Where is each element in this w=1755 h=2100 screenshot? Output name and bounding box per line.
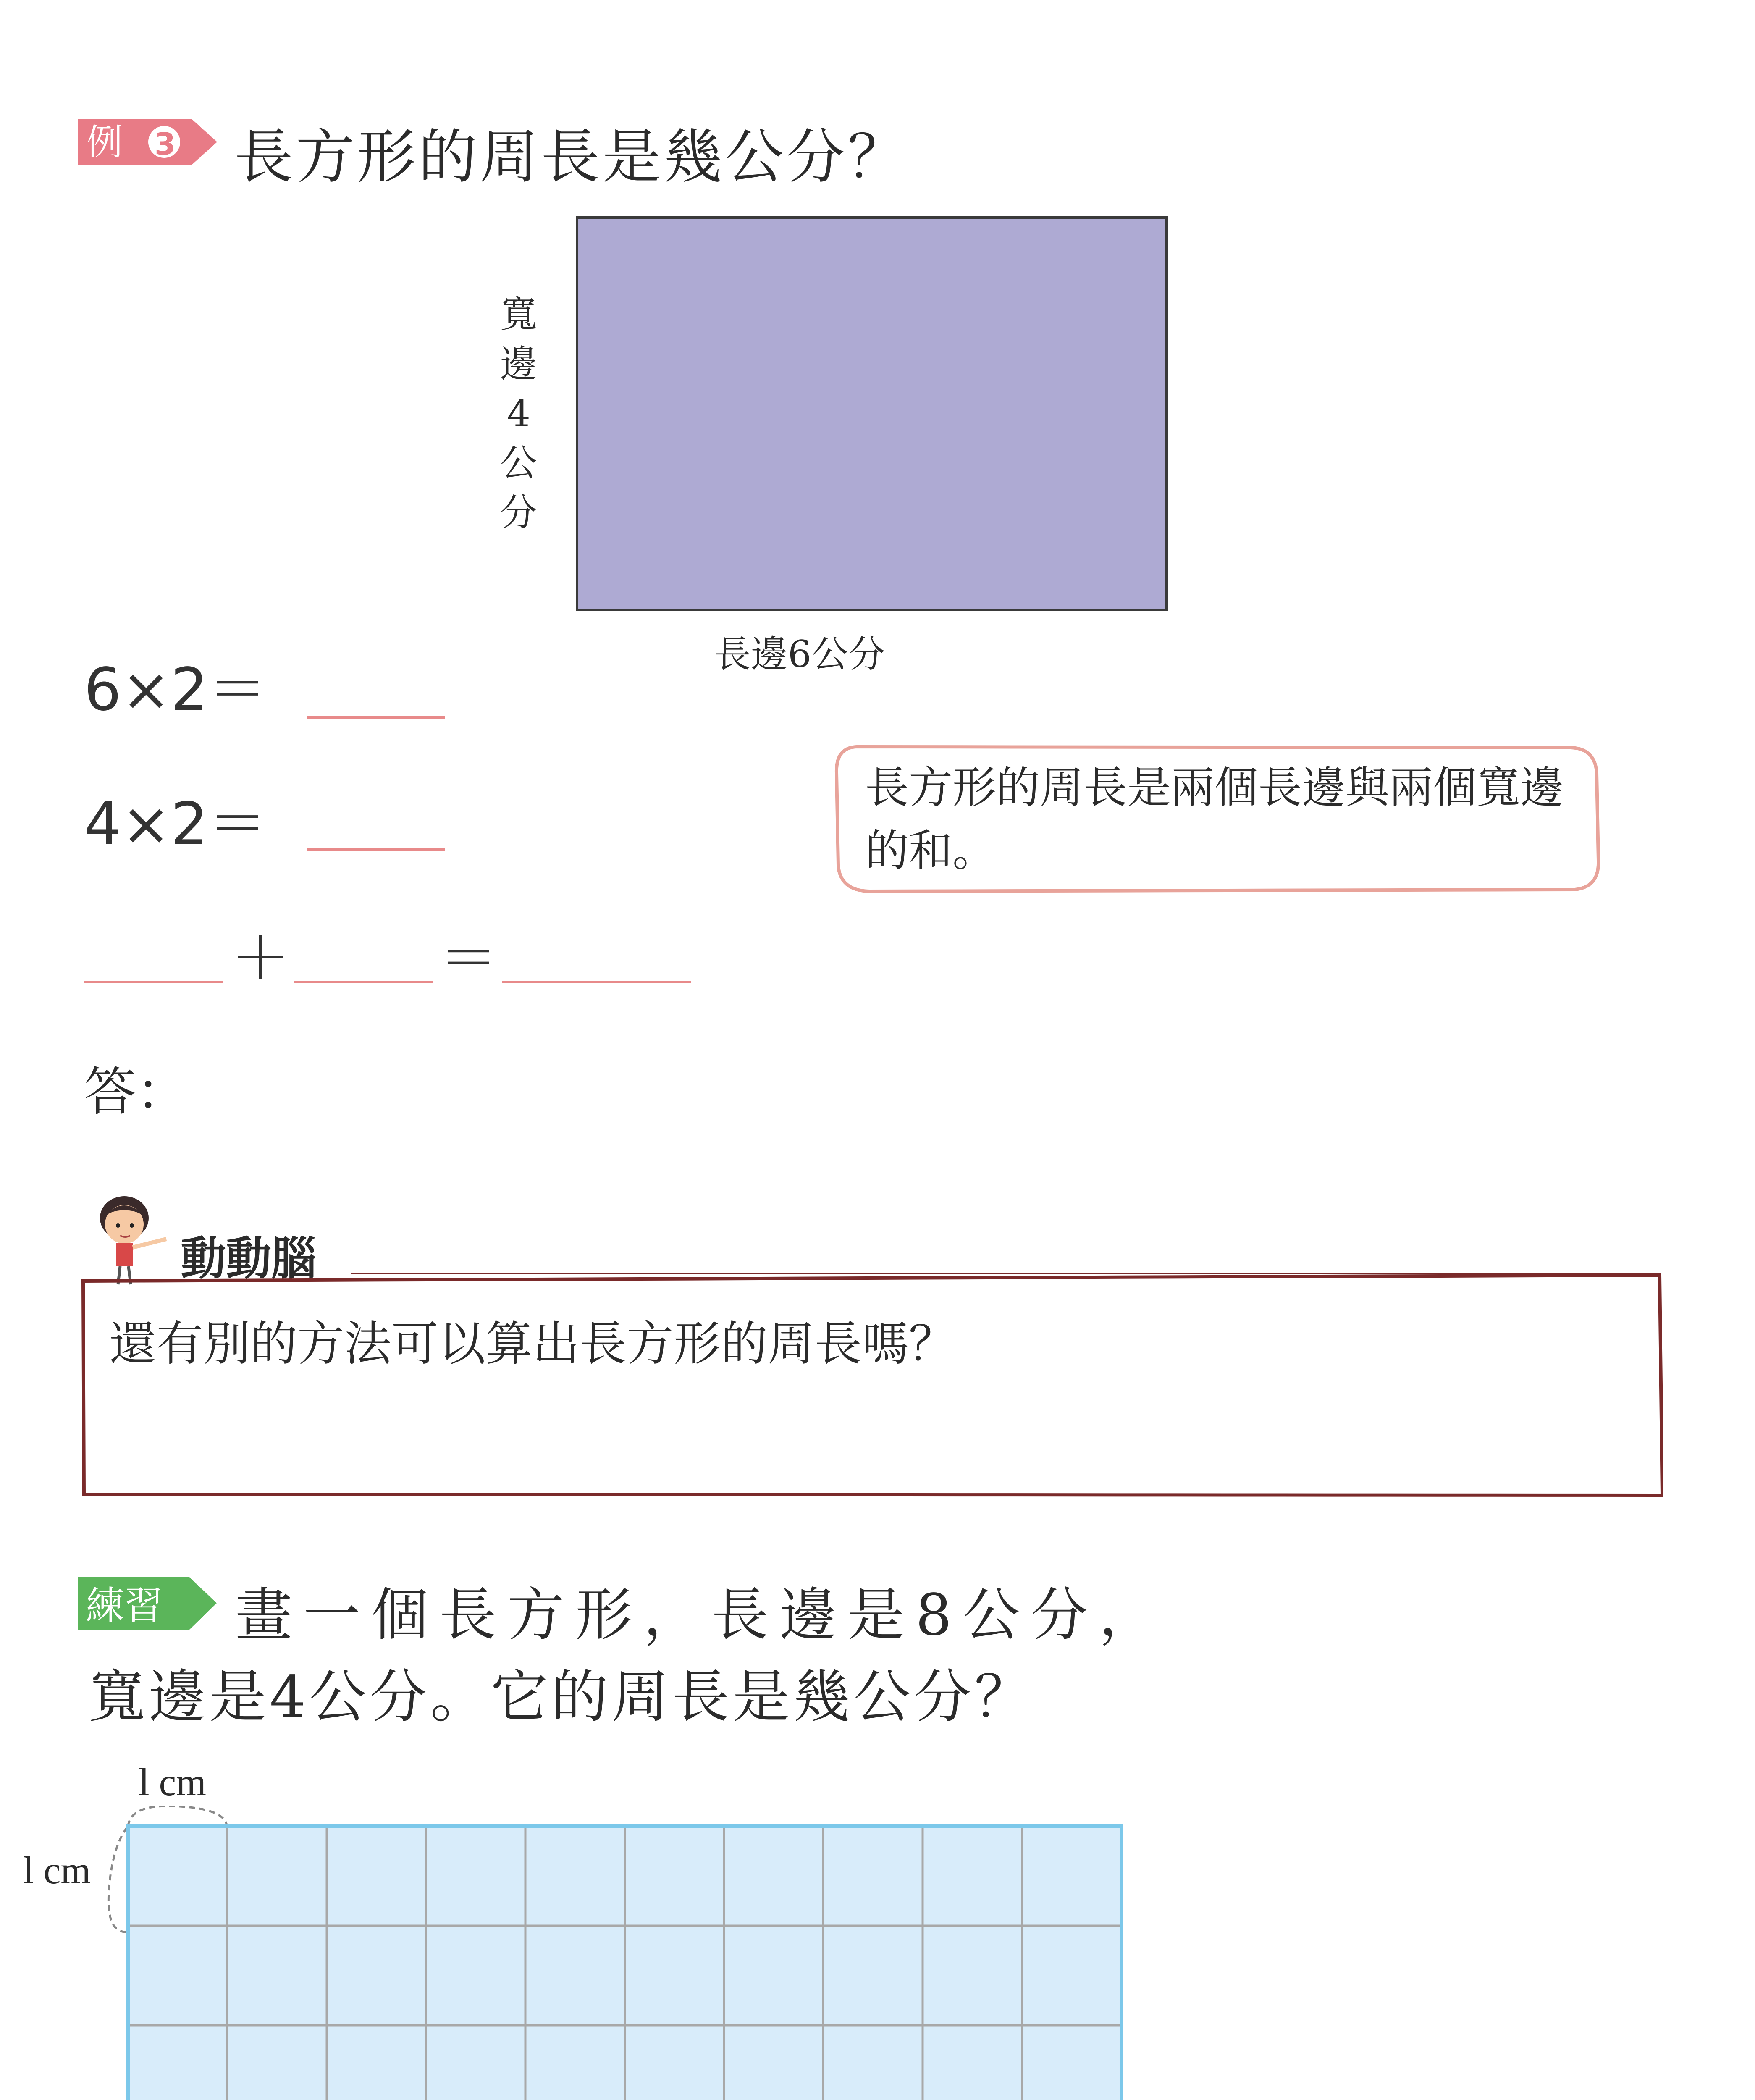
answer-blank-2[interactable] (307, 848, 445, 851)
sum-blank-1[interactable] (84, 981, 223, 983)
practice-question-line1: 畫一個長方形，長邊是8公分， (235, 1582, 1167, 1648)
equals-sign: ＝ (439, 924, 498, 993)
width-label-char: 4 (507, 392, 530, 435)
brain-teaser-label: 動動腦 (181, 1233, 317, 1285)
drawing-grid[interactable] (105, 1806, 1130, 2100)
width-label-char: 寬 (500, 293, 537, 336)
hint-text: 長方形的周長是兩個長邊與兩個寬邊的和。 (865, 762, 1564, 876)
length-label: 長邊6公分 (714, 633, 885, 676)
sum-blank-2[interactable] (294, 981, 433, 983)
width-label-char: 公 (500, 441, 537, 485)
practice-tag (78, 1577, 217, 1630)
sum-result-blank[interactable] (502, 981, 691, 983)
purple-rectangle (576, 216, 1168, 611)
width-label (496, 290, 542, 538)
example-tag (78, 119, 217, 165)
svg-text:3: 3 (155, 126, 176, 162)
width-label-char: 邊 (500, 342, 537, 386)
example-title: 長方形的周長是幾公分？ (234, 123, 909, 192)
svg-text:練習: 練習 (86, 1583, 163, 1628)
plus-sign: ＋ (231, 924, 290, 993)
equation-length: 6×2＝ (84, 656, 267, 724)
svg-text:例: 例 (87, 121, 123, 163)
answer-label: 答： (84, 1062, 189, 1122)
unit-label-top: l cm (139, 1761, 206, 1803)
brain-teaser-question: 還有別的方法可以算出長方形的周長嗎？ (109, 1317, 956, 1371)
unit-label-left: l cm (23, 1849, 91, 1892)
practice-question-line2: 寬邊是4公分。它的周長是幾公分？ (88, 1664, 1035, 1730)
width-label-char: 分 (500, 491, 537, 534)
equation-width: 4×2＝ (84, 790, 267, 858)
answer-blank-1[interactable] (307, 716, 445, 719)
thinking-boy-icon (82, 1189, 179, 1285)
